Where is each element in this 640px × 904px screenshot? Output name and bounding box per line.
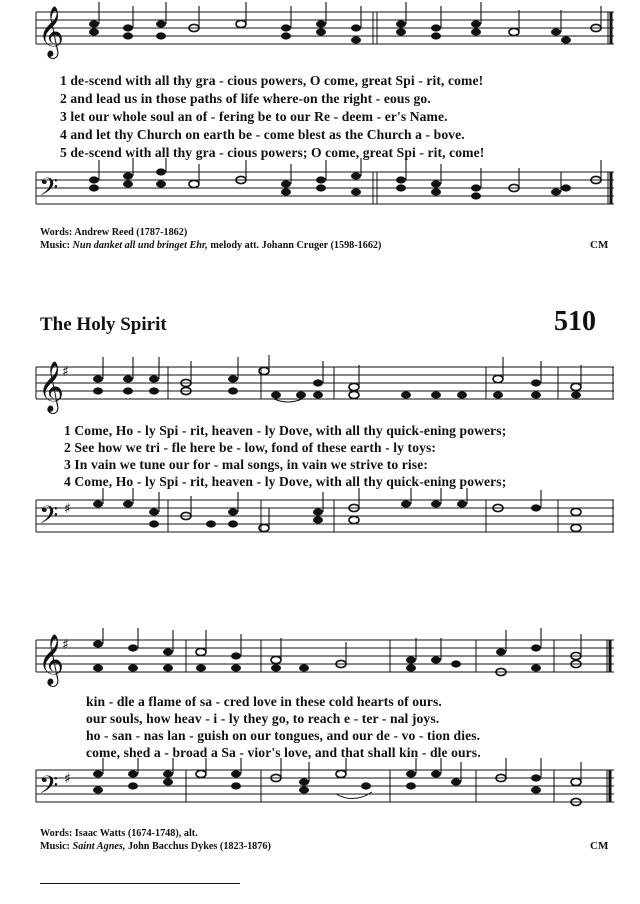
- top-bass-staff: [36, 158, 614, 218]
- sharp-icon: ♯: [62, 637, 69, 653]
- s2-treble-staff: [36, 628, 614, 688]
- sharp-icon: ♯: [64, 771, 71, 787]
- s1-verse-4: 4 Come, Ho - ly Spi - rit, heaven - ly Dove, with all thy quick-ening powers;: [64, 474, 507, 489]
- treble-clef-icon: 𝄞: [38, 361, 65, 412]
- top-verse-2: 2 and lead us in those paths of life where-on the right - eous go.: [60, 91, 431, 106]
- bass-clef-icon: 𝄢: [39, 501, 59, 536]
- s1-bass-staff: [36, 488, 614, 548]
- s2-verse-3: ho - san - nas lan - guish on our tongues, and our de - vo - tion dies.: [86, 728, 481, 743]
- s2-verse-4: come, shed a - broad a Sa - vior's love, and that shall kin - dle ours.: [86, 745, 481, 760]
- footer-rule: [40, 883, 240, 884]
- top-verse-3: 3 let our whole soul an of - fering be to our Re - deem - er's Name.: [60, 109, 448, 124]
- 510-meter: CM: [590, 840, 609, 852]
- s1-verse-3: 3 In vain we tune our for - mal songs, in vain we strive to rise:: [64, 457, 428, 472]
- hymn-number: 510: [554, 306, 596, 337]
- top-meter: CM: [590, 239, 609, 251]
- treble-clef-icon: 𝄞: [38, 6, 65, 57]
- bass-clef-icon: 𝄢: [39, 173, 59, 208]
- bass-clef-icon: 𝄢: [39, 771, 59, 806]
- s2-verse-1: kin - dle a flame of sa - cred love in these cold hearts of ours.: [86, 694, 442, 709]
- top-verse-4: 4 and let thy Church on earth be - come blest as the Church a - bove.: [60, 127, 465, 142]
- s1-treble-staff: [36, 355, 614, 415]
- s2-verse-2: our souls, how heav - i - ly they go, to reach e - ter - nal joys.: [86, 711, 440, 726]
- top-music-credit: Music: Nun danket all und bringet Ehr, melody att. Johann Cruger (1598-1662): [40, 240, 382, 251]
- s2-bass-staff: [36, 758, 614, 818]
- top-verse-5: 5 de-scend with all thy gra - cious powers; O come, great Spi - rit, come!: [60, 145, 485, 160]
- s1-verse-2: 2 See how we tri - fle here be - low, fond of these earth - ly toys:: [64, 440, 436, 455]
- sharp-icon: ♯: [64, 501, 71, 517]
- sharp-icon: ♯: [62, 364, 69, 380]
- hymn-section-title: The Holy Spirit: [40, 314, 167, 335]
- top-words-credit: Words: Andrew Reed (1787-1862): [40, 227, 188, 238]
- top-verse-1: 1 de-scend with all thy gra - cious powers, O come, great Spi - rit, come!: [60, 73, 484, 88]
- top-treble-staff: [36, 2, 614, 62]
- 510-music-credit: Music: Saint Agnes, John Bacchus Dykes (1823-1876): [40, 841, 271, 852]
- s1-verse-1: 1 Come, Ho - ly Spi - rit, heaven - ly Dove, with all thy quick-ening powers;: [64, 423, 507, 438]
- 510-words-credit: Words: Isaac Watts (1674-1748), alt.: [40, 828, 198, 839]
- treble-clef-icon: 𝄞: [38, 634, 65, 685]
